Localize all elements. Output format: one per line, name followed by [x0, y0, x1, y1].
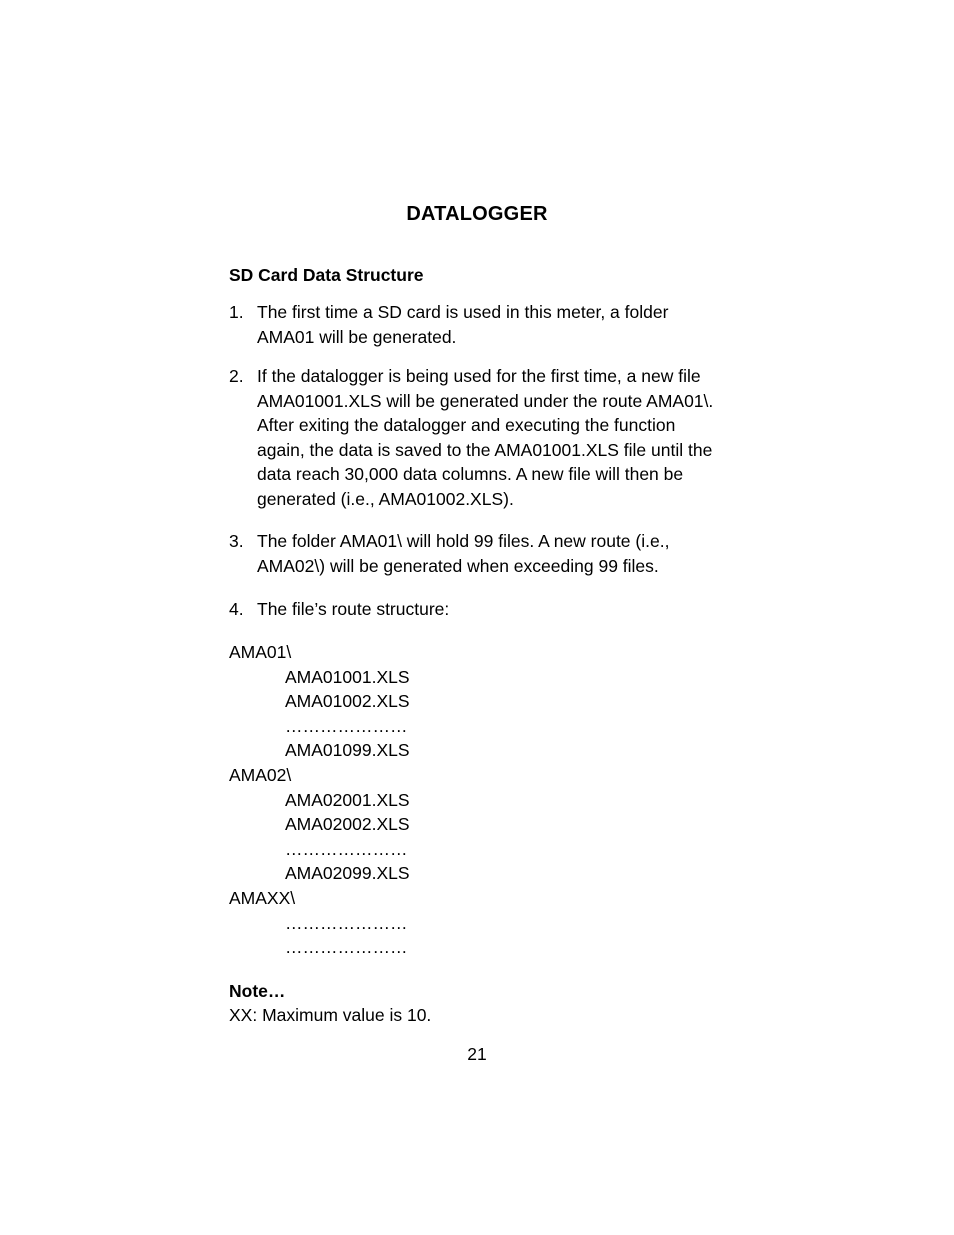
tree-ellipsis: ………………… [285, 715, 408, 736]
list-item-text: The folder AMA01\ will hold 99 files. A new route (i.e., AMA02\) will be generated when exceeding 99 files. [257, 531, 670, 576]
list-item-text: The file’s route structure: [257, 599, 450, 619]
list-item-number: 2. [229, 366, 244, 386]
list-item [229, 300, 709, 349]
tree-folder: AMA01\ [229, 642, 292, 662]
tree-ellipsis: ………………… [285, 912, 408, 933]
section-heading: SD Card Data Structure [229, 265, 424, 285]
tree-ellipsis: ………………… [285, 838, 408, 859]
list-item-text: The first time a SD card is used in this meter, a folder AMA01 will be generated. [257, 302, 669, 347]
note-heading: Note… [229, 981, 286, 1001]
list-item-number: 3. [229, 531, 244, 551]
note-text: XX: Maximum value is 10. [229, 1005, 432, 1025]
tree-folder: AMA02\ [229, 764, 292, 785]
tree-ellipsis: ………………… [285, 937, 408, 958]
list-item-number: 4. [229, 599, 244, 619]
list-item [229, 597, 729, 622]
list-item-number: 1. [229, 302, 244, 322]
page-title: DATALOGGER [406, 203, 548, 225]
tree-file: AMA01002.XLS [285, 691, 410, 712]
list-item-text: If the datalogger is being used for the first time, a new file AMA01001.XLS will be generated under the route AMA01\. After exiting the datalogger and executing the function again, the data is saved to the AMA01001.XLS file until the data reach 30,000 data columns. A new file will then be generated (i.e., AMA01002.XLS). [257, 366, 714, 509]
list-item [229, 364, 721, 511]
tree-folder: AMAXX\ [229, 887, 296, 908]
tree-file: AMA01099.XLS [285, 740, 410, 761]
list-item [229, 529, 709, 578]
route-structure-tree [229, 640, 410, 960]
tree-file: AMA02099.XLS [285, 863, 410, 884]
tree-file: AMA02002.XLS [285, 814, 410, 835]
tree-file: AMA02001.XLS [285, 789, 410, 810]
tree-file: AMA01001.XLS [285, 666, 410, 687]
page-number: 21 [467, 1044, 487, 1064]
